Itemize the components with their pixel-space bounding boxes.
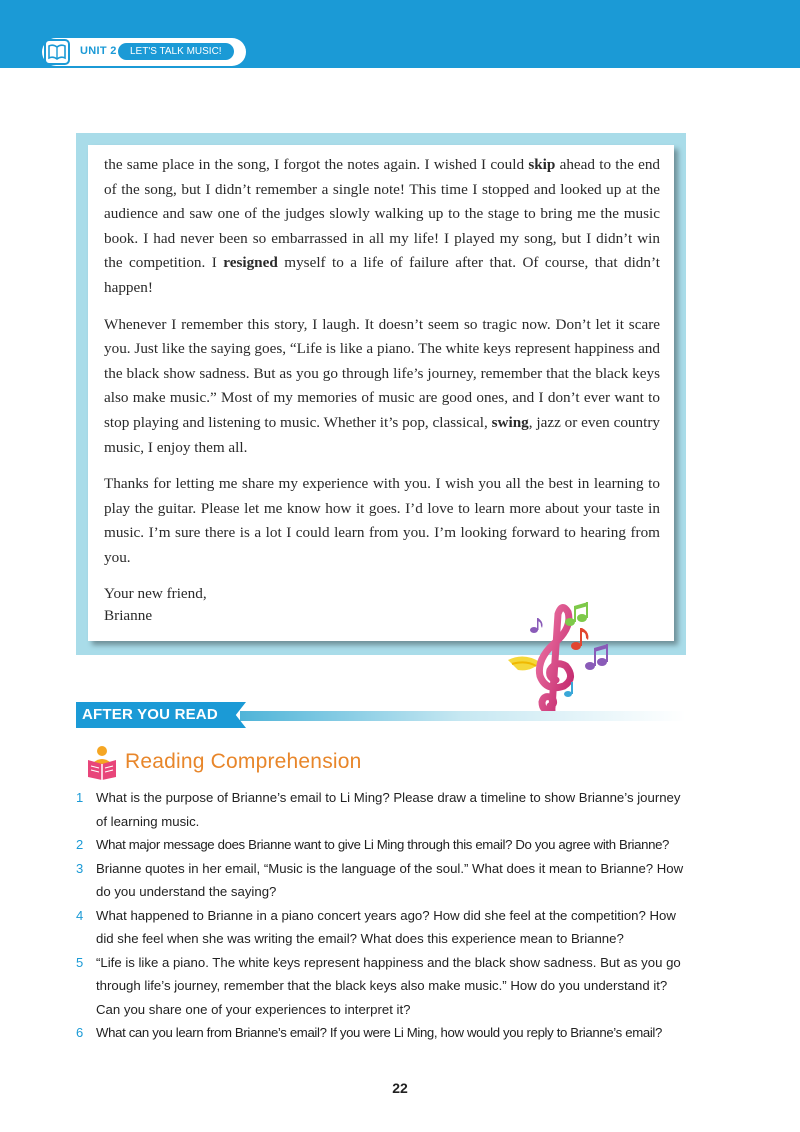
question-number: 4 bbox=[76, 907, 84, 923]
question-text: What happened to Brianne in a piano concert years ago? How did she feel at the competition? How did she feel when she was writing the email? What does this experience mean to Brianne? bbox=[96, 907, 676, 946]
question-text: “Life is like a piano. The white keys represent happiness and the black show sadness. But as you go through life’s journey, remember that the black keys also make music.” How do you understand it? Can you share one of your experiences to interpret it? bbox=[96, 954, 681, 1017]
question-number: 6 bbox=[76, 1025, 84, 1040]
text-segment: myself to a life of failure after that. Of course, that didn’t happen! bbox=[104, 254, 660, 296]
vocabulary-word: resigned bbox=[223, 254, 278, 272]
unit-label: UNIT 2 bbox=[80, 45, 117, 57]
question-text: Brianne quotes in her email, “Music is the language of the soul.” What does it mean to Brianne? How do you understand the saying? bbox=[96, 860, 684, 899]
reading-person-icon bbox=[84, 744, 120, 780]
question-item bbox=[76, 904, 688, 951]
question-text: What can you learn from Brianne’s email? If you were Li Ming, how would you reply to Brianne’s email? bbox=[96, 1025, 662, 1040]
letter-signature: Brianne bbox=[104, 606, 153, 624]
page-number: 22 bbox=[392, 1080, 408, 1096]
treble-clef-icon bbox=[506, 600, 610, 718]
question-item bbox=[76, 951, 688, 1022]
letter-closing: Your new friend, bbox=[104, 584, 207, 602]
question-item bbox=[76, 1021, 688, 1045]
question-item bbox=[76, 833, 688, 857]
letter-paragraph bbox=[104, 313, 660, 461]
unit-name: LET'S TALK MUSIC! bbox=[118, 43, 234, 60]
letter-paragraph bbox=[104, 153, 660, 301]
question-number: 3 bbox=[76, 860, 84, 876]
vocabulary-word: skip bbox=[528, 156, 556, 173]
question-list bbox=[76, 786, 688, 1045]
text-segment: the same place in the song, I forgot the notes again. I wished I could bbox=[104, 156, 529, 173]
section-banner-title: AFTER YOU READ bbox=[82, 706, 218, 723]
section-title: Reading Comprehension bbox=[125, 750, 362, 773]
text-segment: ahead to the end of the song, but I didn’t remember a single note! This time I stopped and looked up at the audience and saw one of the judges slowly walking up to the stage to bring me the music book. I had never been so embarrassed in all my life! I played my song, but I didn’t win the competition. I bbox=[104, 156, 661, 272]
question-item bbox=[76, 786, 688, 833]
question-number: 5 bbox=[76, 954, 84, 970]
letter-paragraph bbox=[104, 472, 660, 570]
banner-underline bbox=[240, 711, 686, 721]
question-number: 2 bbox=[76, 837, 84, 852]
book-icon bbox=[44, 39, 70, 65]
text-segment: Whenever I remember this story, I laugh. It doesn’t seem so tragic now. Don’t let it scare you. Just like the saying goes, “Life is like a piano. The white keys represent happiness and the black show sadness. But as you go through life’s journey, remember that the black keys also make music.” Most of my memories of music are good ones, and I don’t ever want to stop playing and listening to music. Whether it’s pop, classical, bbox=[104, 315, 660, 431]
question-item bbox=[76, 857, 688, 904]
vocabulary-word: swing bbox=[491, 413, 529, 431]
question-text: What is the purpose of Brianne’s email to Li Ming? Please draw a timeline to show Brianne’s journey of learning music. bbox=[96, 790, 681, 829]
question-number: 1 bbox=[76, 790, 84, 805]
question-text: What major message does Brianne want to give Li Ming through this email? Do you agree with Brianne? bbox=[96, 837, 670, 852]
text-segment: Thanks for letting me share my experience with you. I wish you all the best in learning to play the guitar. Please let me know how it goes. I’d love to learn more about your taste in music. I’m sure there is a lot I could learn from you. I’m looking forward to hearing from you. bbox=[104, 475, 660, 566]
letter-body bbox=[104, 153, 660, 627]
text-segment: , jazz or even country music, I enjoy them all. bbox=[104, 413, 660, 456]
